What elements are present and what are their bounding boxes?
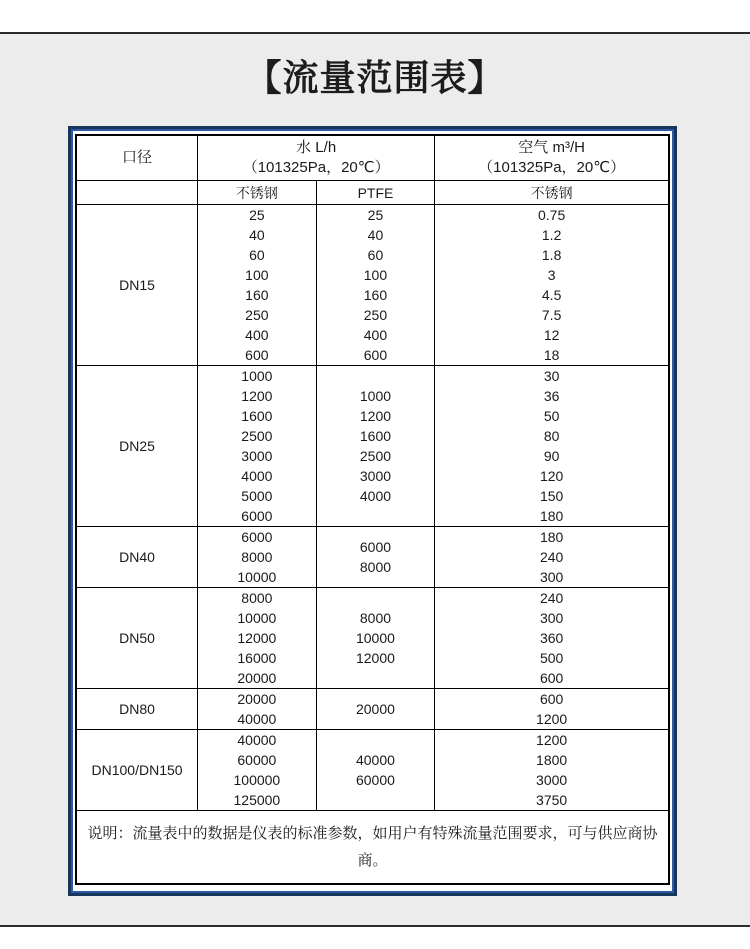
diameter-cell [76,205,198,366]
value-line: 300 [539,610,564,626]
page-content [0,34,750,927]
value-line: 100 [245,267,269,283]
table-row [76,588,669,689]
flow-range-table [75,134,670,885]
air-ss-cell [435,588,669,689]
table-row [76,205,669,366]
table-row [76,730,669,811]
value-line: 60000 [355,772,395,788]
header-air-title: 空气 m³/H [518,139,585,156]
value-line: 4000 [241,468,273,484]
value-line: DN80 [119,701,155,717]
bottom-white-strip [0,927,750,949]
value-line: 12000 [237,630,277,646]
value-line: 1600 [359,428,392,444]
value-line: DN15 [119,277,155,293]
value-line: 8000 [359,559,392,575]
value-line: 1000 [241,368,273,384]
water-ss-cell [198,366,317,527]
value-line: 80 [543,428,560,444]
value-line: 160 [363,287,388,303]
value-line: 500 [539,650,564,666]
water-ss-cell [198,588,317,689]
value-line: 60000 [237,752,277,768]
value-line: 4000 [359,488,392,504]
value-line: 40000 [355,752,395,768]
value-line: 1.8 [541,247,562,263]
water-ss-cell [198,527,317,588]
value-line: 125000 [233,792,281,808]
value-line: 240 [539,590,564,606]
table-footer [76,811,669,885]
water-ptfe-cell [316,689,435,730]
value-line: 2500 [241,428,273,444]
value-line: 180 [539,529,564,545]
value-line: 10000 [237,569,277,585]
value-line: 40 [367,227,384,243]
value-line: 300 [539,569,564,585]
value-line: 12000 [355,650,395,666]
header-water-ptfe: PTFE [316,181,435,205]
value-line: 180 [539,508,564,524]
value-line: DN100/DN150 [91,762,183,778]
value-line: 40000 [237,732,277,748]
diameter-cell [76,689,198,730]
value-line: 3000 [241,448,273,464]
header-water-conditions: （101325Pa，20℃） [242,159,390,176]
water-ss-cell [198,730,317,811]
value-line: 8000 [241,549,273,565]
header-water-group [198,135,435,181]
header-diameter: 口径 [76,135,198,181]
value-line: 2500 [359,448,392,464]
value-line: 40 [249,227,265,243]
value-line: DN40 [119,549,155,565]
value-line: 160 [245,287,269,303]
air-ss-cell [435,689,669,730]
water-ptfe-cell [316,527,435,588]
table-body [76,205,669,811]
table-header [76,135,669,205]
water-ptfe-cell [316,588,435,689]
note-text: 说明：流量表中的数据是仪表的标准参数，如用户有特殊流量范围要求，可与供应商协商。 [76,811,669,885]
value-line: 360 [539,630,564,646]
value-line: 100 [363,267,388,283]
value-line: 30 [543,368,560,384]
header-water-title: 水 L/h [296,139,337,156]
value-line: 1.2 [541,227,562,243]
value-line: DN50 [119,630,155,646]
value-line: 16000 [237,650,277,666]
header-empty-cell [76,181,198,205]
value-line: 0.75 [538,207,566,223]
value-line: 20000 [237,670,277,686]
header-row-groups [76,135,669,181]
value-line: 4.5 [541,287,562,303]
diameter-cell [76,366,198,527]
diameter-cell [76,527,198,588]
value-line: 20000 [237,691,277,707]
value-line: 3 [547,267,556,283]
value-line: 3000 [359,468,392,484]
air-ss-cell [435,205,669,366]
value-line: 400 [363,327,388,343]
header-water-stainless: 不锈钢 [198,181,317,205]
value-line: 25 [367,207,384,223]
value-line: 60 [367,247,384,263]
value-line: 600 [363,347,388,363]
value-line: 60 [249,247,265,263]
value-line: 25 [249,207,265,223]
value-line: 100000 [233,772,281,788]
value-line: 6000 [241,508,273,524]
water-ptfe-cell [316,205,435,366]
value-line: 10000 [237,610,277,626]
value-line: 6000 [359,539,392,555]
value-line: 40000 [237,711,277,727]
note-row [76,811,669,885]
value-line: 3750 [536,792,568,808]
value-line: 10000 [355,630,395,646]
value-line: 400 [245,327,269,343]
page-title: 【流量范围表】 [245,57,505,98]
value-line: 250 [245,307,269,323]
value-line: 12 [543,327,560,343]
air-ss-cell [435,527,669,588]
top-white-strip [0,0,750,34]
water-ss-cell [198,205,317,366]
header-row-materials [76,181,669,205]
diameter-cell [76,588,198,689]
value-line: 1600 [241,408,273,424]
table-row [76,527,669,588]
value-line: 600 [539,670,564,686]
value-line: 1800 [536,752,568,768]
water-ptfe-cell [316,730,435,811]
value-line: 240 [539,549,564,565]
value-line: 1200 [241,388,273,404]
value-line: 1200 [359,408,392,424]
value-line: 36 [543,388,560,404]
value-line: 600 [245,347,269,363]
value-line: 1200 [536,732,568,748]
value-line: 7.5 [541,307,562,323]
value-line: 1000 [359,388,392,404]
water-ptfe-cell [316,366,435,527]
table-row [76,689,669,730]
value-line: 8000 [359,610,392,626]
value-line: DN25 [119,438,155,454]
diameter-cell [76,730,198,811]
header-air-stainless: 不锈钢 [435,181,669,205]
value-line: 1200 [536,711,568,727]
flow-range-panel [68,126,677,896]
value-line: 18 [543,347,560,363]
value-line: 150 [539,488,564,504]
value-line: 50 [543,408,560,424]
value-line: 8000 [241,590,273,606]
value-line: 20000 [355,701,395,717]
header-air-group [435,135,669,181]
value-line: 3000 [536,772,568,788]
water-ss-cell [198,689,317,730]
value-line: 600 [539,691,564,707]
air-ss-cell [435,366,669,527]
value-line: 6000 [241,529,273,545]
value-line: 250 [363,307,388,323]
header-air-conditions: （101325Pa，20℃） [478,159,626,176]
value-line: 5000 [241,488,273,504]
table-row [76,366,669,527]
air-ss-cell [435,730,669,811]
value-line: 90 [543,448,560,464]
value-line: 120 [539,468,564,484]
